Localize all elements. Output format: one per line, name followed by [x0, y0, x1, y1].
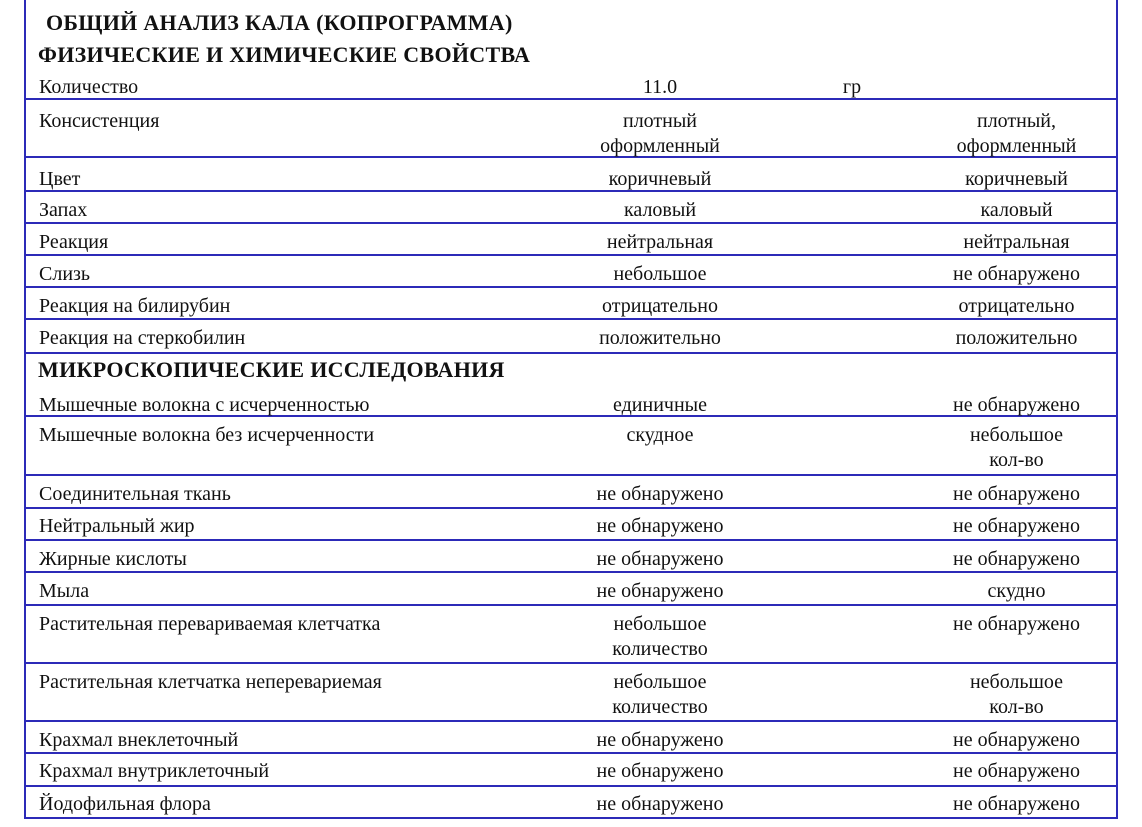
row-label: Крахмал внеклеточный — [39, 729, 239, 751]
result-value: не обнаружено — [596, 483, 724, 505]
table-row — [24, 608, 1118, 662]
reference-value: коричневый — [965, 168, 1068, 190]
micro-section-header: МИКРОСКОПИЧЕСКИЕ ИССЛЕДОВАНИЯ — [38, 357, 505, 382]
reference-value: не обнаружено — [953, 263, 1080, 285]
reference-value: не обнаружено — [953, 760, 1080, 782]
result-value: небольшое количество — [612, 613, 708, 660]
document-title: ОБЩИЙ АНАЛИЗ КАЛА (КОПРОГРАММА) — [46, 10, 513, 35]
reference-value: не обнаружено — [953, 729, 1080, 751]
result-value: единичные — [613, 394, 707, 416]
table-row — [24, 724, 1118, 752]
row-label: Соединительная ткань — [39, 483, 231, 505]
result-value: отрицательно — [602, 295, 718, 317]
row-label: Мыла — [39, 580, 90, 602]
row-label: Растительная перевариваемая клетчатка — [39, 613, 381, 635]
result-value: не обнаружено — [596, 760, 724, 782]
table-row — [24, 755, 1118, 785]
table-row — [24, 163, 1118, 190]
result-value: коричневый — [608, 168, 712, 190]
row-label: Йодофильная флора — [39, 793, 211, 815]
result-value: положительно — [599, 327, 721, 349]
table-row — [24, 788, 1118, 817]
reference-value: не обнаружено — [953, 515, 1080, 537]
reference-value: нейтральная — [963, 231, 1070, 253]
result-value: небольшое — [613, 263, 707, 285]
row-label: Реакция — [39, 231, 109, 253]
table-row — [24, 666, 1118, 720]
divider — [24, 507, 1118, 509]
divider — [24, 817, 1118, 819]
reference-value: каловый — [980, 199, 1053, 221]
table-row — [24, 105, 1118, 156]
reference-value: не обнаружено — [953, 793, 1080, 815]
table-row — [24, 575, 1118, 604]
quantity-value: 11.0 — [642, 76, 678, 98]
result-value: не обнаружено — [596, 580, 724, 602]
divider — [24, 604, 1118, 606]
reference-value: положительно — [955, 327, 1078, 349]
reference-value: не обнаружено — [953, 483, 1080, 505]
divider — [24, 785, 1118, 787]
result-value: скудное — [626, 424, 694, 446]
reference-value: не обнаружено — [953, 394, 1080, 416]
reference-value: небольшое кол-во — [969, 671, 1064, 718]
row-label: Жирные кислоты — [39, 548, 187, 570]
reference-value: не обнаружено — [953, 613, 1080, 635]
divider — [24, 98, 1118, 100]
table-row — [24, 226, 1118, 254]
row-label: Слизь — [39, 263, 91, 285]
row-label: Мышечные волокна без исчерченности — [39, 424, 375, 446]
row-label: Количество — [39, 76, 139, 98]
result-value: не обнаружено — [596, 515, 724, 537]
result-value: каловый — [623, 199, 697, 221]
result-value: не обнаружено — [596, 729, 724, 751]
table-row — [24, 290, 1118, 318]
table-row — [24, 419, 1118, 474]
row-label: Запах — [39, 199, 88, 221]
row-label: Нейтральный жир — [39, 515, 195, 537]
divider — [24, 474, 1118, 476]
table-row — [24, 478, 1118, 507]
row-label: Реакция на стеркобилин — [39, 327, 246, 349]
divider — [24, 539, 1118, 541]
row-label: Растительная клетчатка неперевариемая — [39, 671, 382, 693]
physical-section-header: ФИЗИЧЕСКИЕ И ХИМИЧЕСКИЕ СВОЙСТВА — [38, 42, 531, 67]
reference-value: отрицательно — [958, 295, 1075, 317]
table-row — [24, 258, 1118, 286]
divider — [24, 662, 1118, 664]
quantity-row — [24, 71, 1118, 98]
table-row — [24, 322, 1118, 352]
divider — [24, 352, 1118, 354]
result-value: нейтральная — [606, 231, 714, 253]
divider — [24, 720, 1118, 722]
reference-value: скудно — [987, 580, 1046, 602]
quantity-unit: гр — [842, 76, 862, 98]
table-row — [24, 510, 1118, 539]
row-label: Крахмал внутриклеточный — [39, 760, 270, 782]
reference-value: не обнаружено — [953, 548, 1080, 570]
result-value: не обнаружено — [596, 548, 724, 570]
result-value: небольшое количество — [612, 671, 708, 718]
row-label: Мышечные волокна с исчерченностью — [39, 394, 370, 416]
reference-value: плотный, оформленный — [956, 110, 1077, 157]
result-value: не обнаружено — [596, 793, 724, 815]
reference-value: небольшое кол-во — [969, 424, 1064, 471]
row-label: Реакция на билирубин — [39, 295, 231, 317]
table-row — [24, 543, 1118, 571]
table-row — [24, 194, 1118, 222]
row-label: Консистенция — [39, 110, 160, 132]
table-row — [24, 389, 1118, 415]
result-value: плотный оформленный — [600, 110, 720, 157]
row-label: Цвет — [39, 168, 81, 190]
